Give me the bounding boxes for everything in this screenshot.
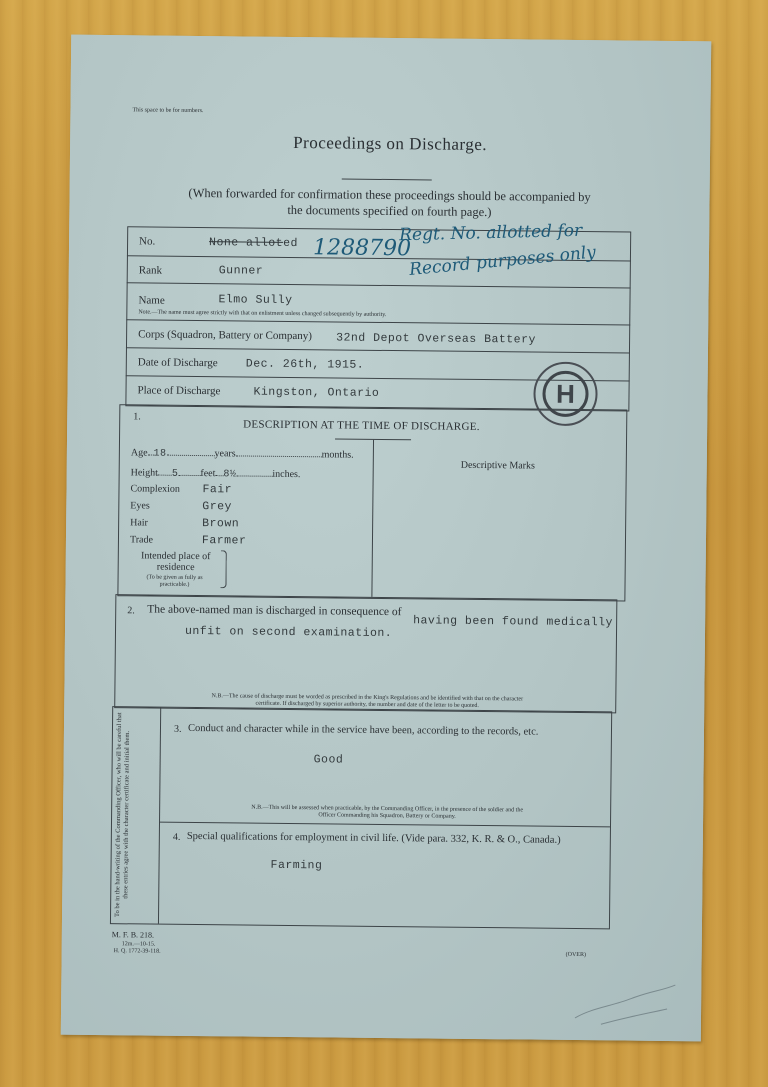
- form-title: Proceedings on Discharge.: [293, 133, 488, 155]
- rank-label: Rank: [138, 264, 163, 277]
- conduct-note-line-2: Officer Commanding his Squadron, Battery or Company.: [318, 812, 456, 820]
- rank-value: Gunner: [218, 264, 264, 278]
- regimental-number: 1288790: [312, 235, 412, 262]
- date-value: Dec. 26th, 1915.: [245, 357, 365, 372]
- title-rule: [342, 179, 432, 181]
- section-3-number: 3.: [173, 723, 182, 735]
- trade-value: Farmer: [201, 534, 247, 548]
- subtitle-line-1: (When forwarded for confirmation these proceedings should be accompanied by: [188, 185, 591, 205]
- subtitle-line-2: the documents specified on fourth page.): [287, 202, 492, 220]
- no-suffix-text: ed: [283, 236, 298, 251]
- residence-note-line-2: practicable.): [159, 581, 190, 588]
- height-inches-value: 8½: [223, 469, 237, 481]
- height-feet-value: 5: [171, 468, 179, 480]
- section-1-number: 1.: [133, 411, 141, 423]
- description-heading: DESCRIPTION AT THE TIME OF DISCHARGE.: [243, 418, 480, 433]
- qualifications-text: Special qualifications for employment in civil life. (Vide para. 332, K. R. & O., Canada.): [186, 830, 561, 846]
- discharge-reason-note-line-2: certificate. If discharged by superior authority, the number and date of the letter to be quoted.: [255, 700, 479, 709]
- height-label: Height: [130, 467, 158, 479]
- residence-note: [125, 574, 223, 589]
- conduct-text: Conduct and character while in the service have been, according to the records, etc.: [187, 722, 539, 738]
- no-struck-text: None allot: [209, 236, 284, 250]
- discharge-reason-text: The above-named man is discharged in consequence of: [147, 603, 402, 619]
- age-row: [131, 447, 354, 461]
- side-note: To be in the hand-writing of the Commanding Officer, who will be careful that these entries agree with the character certificate and initial them.: [114, 712, 131, 918]
- height-row: [131, 467, 301, 481]
- handwriting-line-1: Regt. No. allotted for: [398, 220, 583, 246]
- eyes-label: Eyes: [130, 500, 150, 512]
- complexion-label: Complexion: [130, 483, 181, 495]
- age-label: Age: [130, 447, 148, 459]
- section-2-number: 2.: [127, 605, 135, 617]
- residence-brace: [220, 550, 226, 588]
- years-label: years: [214, 448, 236, 460]
- trade-label: Trade: [129, 534, 153, 546]
- no-label: No.: [139, 235, 156, 248]
- form-code: M. F. B. 218.: [111, 930, 155, 940]
- section-4-number: 4.: [172, 831, 181, 843]
- complexion-value: Fair: [202, 483, 233, 497]
- qualifications-value: Farming: [270, 858, 323, 873]
- age-value: 18: [153, 448, 167, 460]
- residence-label-line-2: residence: [156, 561, 195, 573]
- pencil-annotation-mark: [571, 978, 682, 1029]
- discharge-reason-note-line-1: N.B.—The cause of discharge must be worded as prescribed in the King's Regulations and be identified with that on the character: [211, 693, 524, 703]
- residence-label-line-1: Intended place of: [141, 550, 211, 563]
- inches-label: inches.: [272, 468, 301, 481]
- hair-value: Brown: [202, 517, 240, 531]
- discharge-form-sheet: [61, 35, 711, 1042]
- name-note: Note.—The name must agree strictly with that on enlistment unless changed subsequently by authority.: [138, 309, 387, 318]
- over-note: (OVER): [565, 951, 587, 959]
- space-note: This space to be for numbers.: [132, 107, 204, 115]
- name-value: Elmo Sully: [218, 293, 293, 308]
- residence-note-line-1: (To be given as fully as: [146, 574, 203, 582]
- eyes-value: Grey: [202, 500, 232, 514]
- hair-label: Hair: [130, 517, 148, 529]
- form-code-sub-1: 12m.—10-15.: [121, 941, 156, 948]
- descriptive-marks-label: Descriptive Marks: [460, 459, 535, 472]
- corps-value: 32nd Depot Overseas Battery: [336, 331, 536, 347]
- feet-label: feet: [200, 468, 216, 480]
- discharge-reason-value-line-1: having been found medically: [413, 614, 614, 630]
- place-value: Kingston, Ontario: [253, 385, 380, 400]
- name-label: Name: [138, 294, 165, 307]
- corps-label: Corps (Squadron, Battery or Company): [138, 328, 313, 343]
- conduct-value: Good: [313, 753, 344, 767]
- place-label: Place of Discharge: [137, 384, 221, 398]
- residence-label: [130, 550, 222, 573]
- discharge-reason-value-line-2: unfit on second examination.: [184, 624, 393, 641]
- form-code-sub-2: H. Q. 1772-39-118.: [113, 948, 161, 955]
- h-stamp-letter: H: [542, 371, 588, 417]
- date-label: Date of Discharge: [137, 356, 218, 370]
- conduct-note-line-1: N.B.—This will be assessed when practicable, by the Commanding Officer, in the presence of the soldier and the: [251, 804, 524, 814]
- no-prefilled: [209, 236, 298, 250]
- months-label: months.: [321, 449, 354, 461]
- handwriting-line-2: Record purposes only: [408, 242, 597, 280]
